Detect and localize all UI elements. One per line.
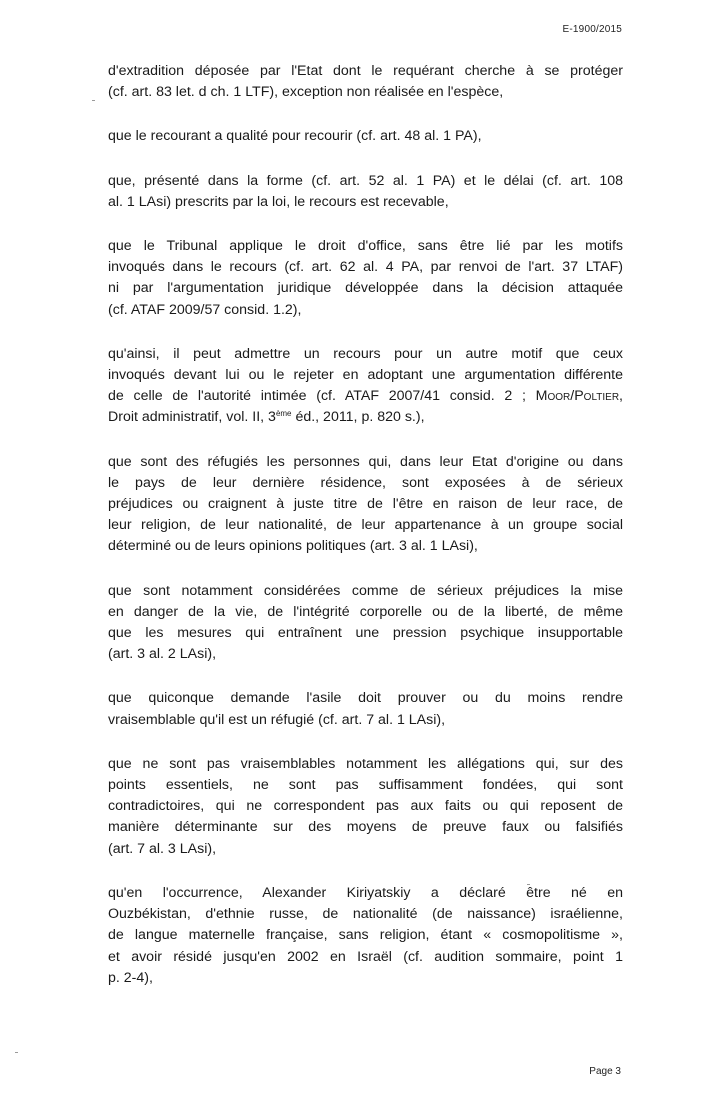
- text-line: Ouzbékistan, d'ethnie russe, de nationalité (de naissance) israélienne,: [108, 906, 623, 923]
- text-line: que ne sont pas vraisemblables notamment les allégations qui, sur des: [108, 755, 623, 772]
- text-line: al. 1 LAsi) prescrits par la loi, le recours est recevable,: [108, 193, 449, 210]
- text-line: leur religion, de leur nationalité, de leur appartenance à un groupe social: [108, 517, 623, 534]
- text-line: ni par l'argumentation juridique développée dans la décision attaquée: [108, 280, 623, 297]
- text-line: préjudices ou craignent à juste titre de l'être en raison de leur race, de: [108, 496, 623, 513]
- document-body: [108, 61, 623, 1012]
- text-line: contradictoires, qui ne correspondent pas aux faits ou qui reposent de: [108, 798, 623, 815]
- text-line: et avoir résidé jusqu'en 2002 en Israël (cf. audition sommaire, point 1: [108, 948, 623, 965]
- text-line: manière déterminante sur des moyens de preuve faux ou falsifiés: [108, 819, 623, 836]
- text-line: (art. 7 al. 3 LAsi),: [108, 840, 217, 857]
- document-reference: E-1900/2015: [562, 24, 622, 35]
- text-line: déterminé ou de leurs opinions politiques (art. 3 al. 1 LAsi),: [108, 538, 478, 555]
- text-line: vraisemblable qu'il est un réfugié (cf. art. 7 al. 1 LAsi),: [108, 711, 446, 728]
- author-name: Moor: [535, 388, 571, 405]
- text-line: invoqués devant lui ou le rejeter en adoptant une argumentation différente: [108, 367, 623, 384]
- paragraph: [108, 688, 623, 730]
- text-line: que le recourant a qualité pour recourir (cf. art. 48 al. 1 PA),: [108, 128, 482, 145]
- text-line: invoqués dans le recours (cf. art. 62 al. 4 PA, par renvoi de l'art. 37 LTAF): [108, 259, 623, 276]
- paragraph: [108, 754, 623, 860]
- author-name: Poltier: [574, 388, 620, 405]
- text-line: p. 2-4),: [108, 969, 153, 986]
- text-line: le pays de leur dernière résidence, sont exposées à de sérieux: [108, 474, 623, 491]
- paragraph: [108, 581, 623, 666]
- text-line: (cf. ATAF 2009/57 consid. 1.2),: [108, 301, 302, 318]
- text-line: que sont notamment considérées comme de sérieux préjudices la mise: [108, 582, 623, 599]
- text-line: qu'en l'occurrence, Alexander Kiriyatskiy a déclaré être né en: [108, 884, 623, 901]
- text-line: points essentiels, ne sont pas suffisamment fondées, qui sont: [108, 777, 623, 794]
- edition-superscript: ème: [275, 409, 292, 419]
- text-line: que le Tribunal applique le droit d'office, sans être lié par les motifs: [108, 238, 623, 255]
- text-line: que les mesures qui entraînent une pression psychique insupportable: [108, 625, 623, 642]
- author-separator: /: [570, 388, 575, 405]
- paragraph: [108, 344, 623, 429]
- text-line: que, présenté dans la forme (cf. art. 52 al. 1 PA) et le délai (cf. art. 108: [108, 172, 623, 189]
- text-line: de langue maternelle française, sans religion, étant « cosmopolitisme »,: [108, 927, 623, 944]
- line-text: ,: [619, 388, 623, 405]
- text-line: en danger de la vie, de l'intégrité corporelle ou de la liberté, de même: [108, 603, 623, 620]
- text-line: (art. 3 al. 2 LAsi),: [108, 646, 217, 663]
- paragraph: [108, 126, 623, 147]
- text-line: [108, 386, 623, 407]
- paragraph: [108, 171, 623, 213]
- paragraph: [108, 236, 623, 321]
- paragraph: [108, 883, 623, 989]
- page-number: Page 3: [589, 1066, 621, 1077]
- text-line: (cf. art. 83 let. d ch. 1 LTF), exception non réalisée en l'espèce,: [108, 84, 504, 101]
- paragraph: [108, 61, 623, 103]
- line-text: de celle de l'autorité intimée (cf. ATAF 2007/41 consid. 2 ;: [108, 388, 536, 405]
- scan-speck: [92, 100, 95, 101]
- line-text: Droit administratif, vol. II, 3: [108, 409, 276, 426]
- text-line: que quiconque demande l'asile doit prouver ou du moins rendre: [108, 690, 623, 707]
- scan-speck: [15, 1052, 18, 1053]
- text-line: qu'ainsi, il peut admettre un recours pour un autre motif que ceux: [108, 345, 623, 362]
- text-line: [108, 407, 623, 428]
- text-line: d'extradition déposée par l'Etat dont le requérant cherche à se protéger: [108, 63, 623, 79]
- paragraph: [108, 452, 623, 558]
- line-text: éd., 2011, p. 820 s.),: [291, 409, 425, 426]
- text-line: que sont des réfugiés les personnes qui, dans leur Etat d'origine ou dans: [108, 453, 623, 470]
